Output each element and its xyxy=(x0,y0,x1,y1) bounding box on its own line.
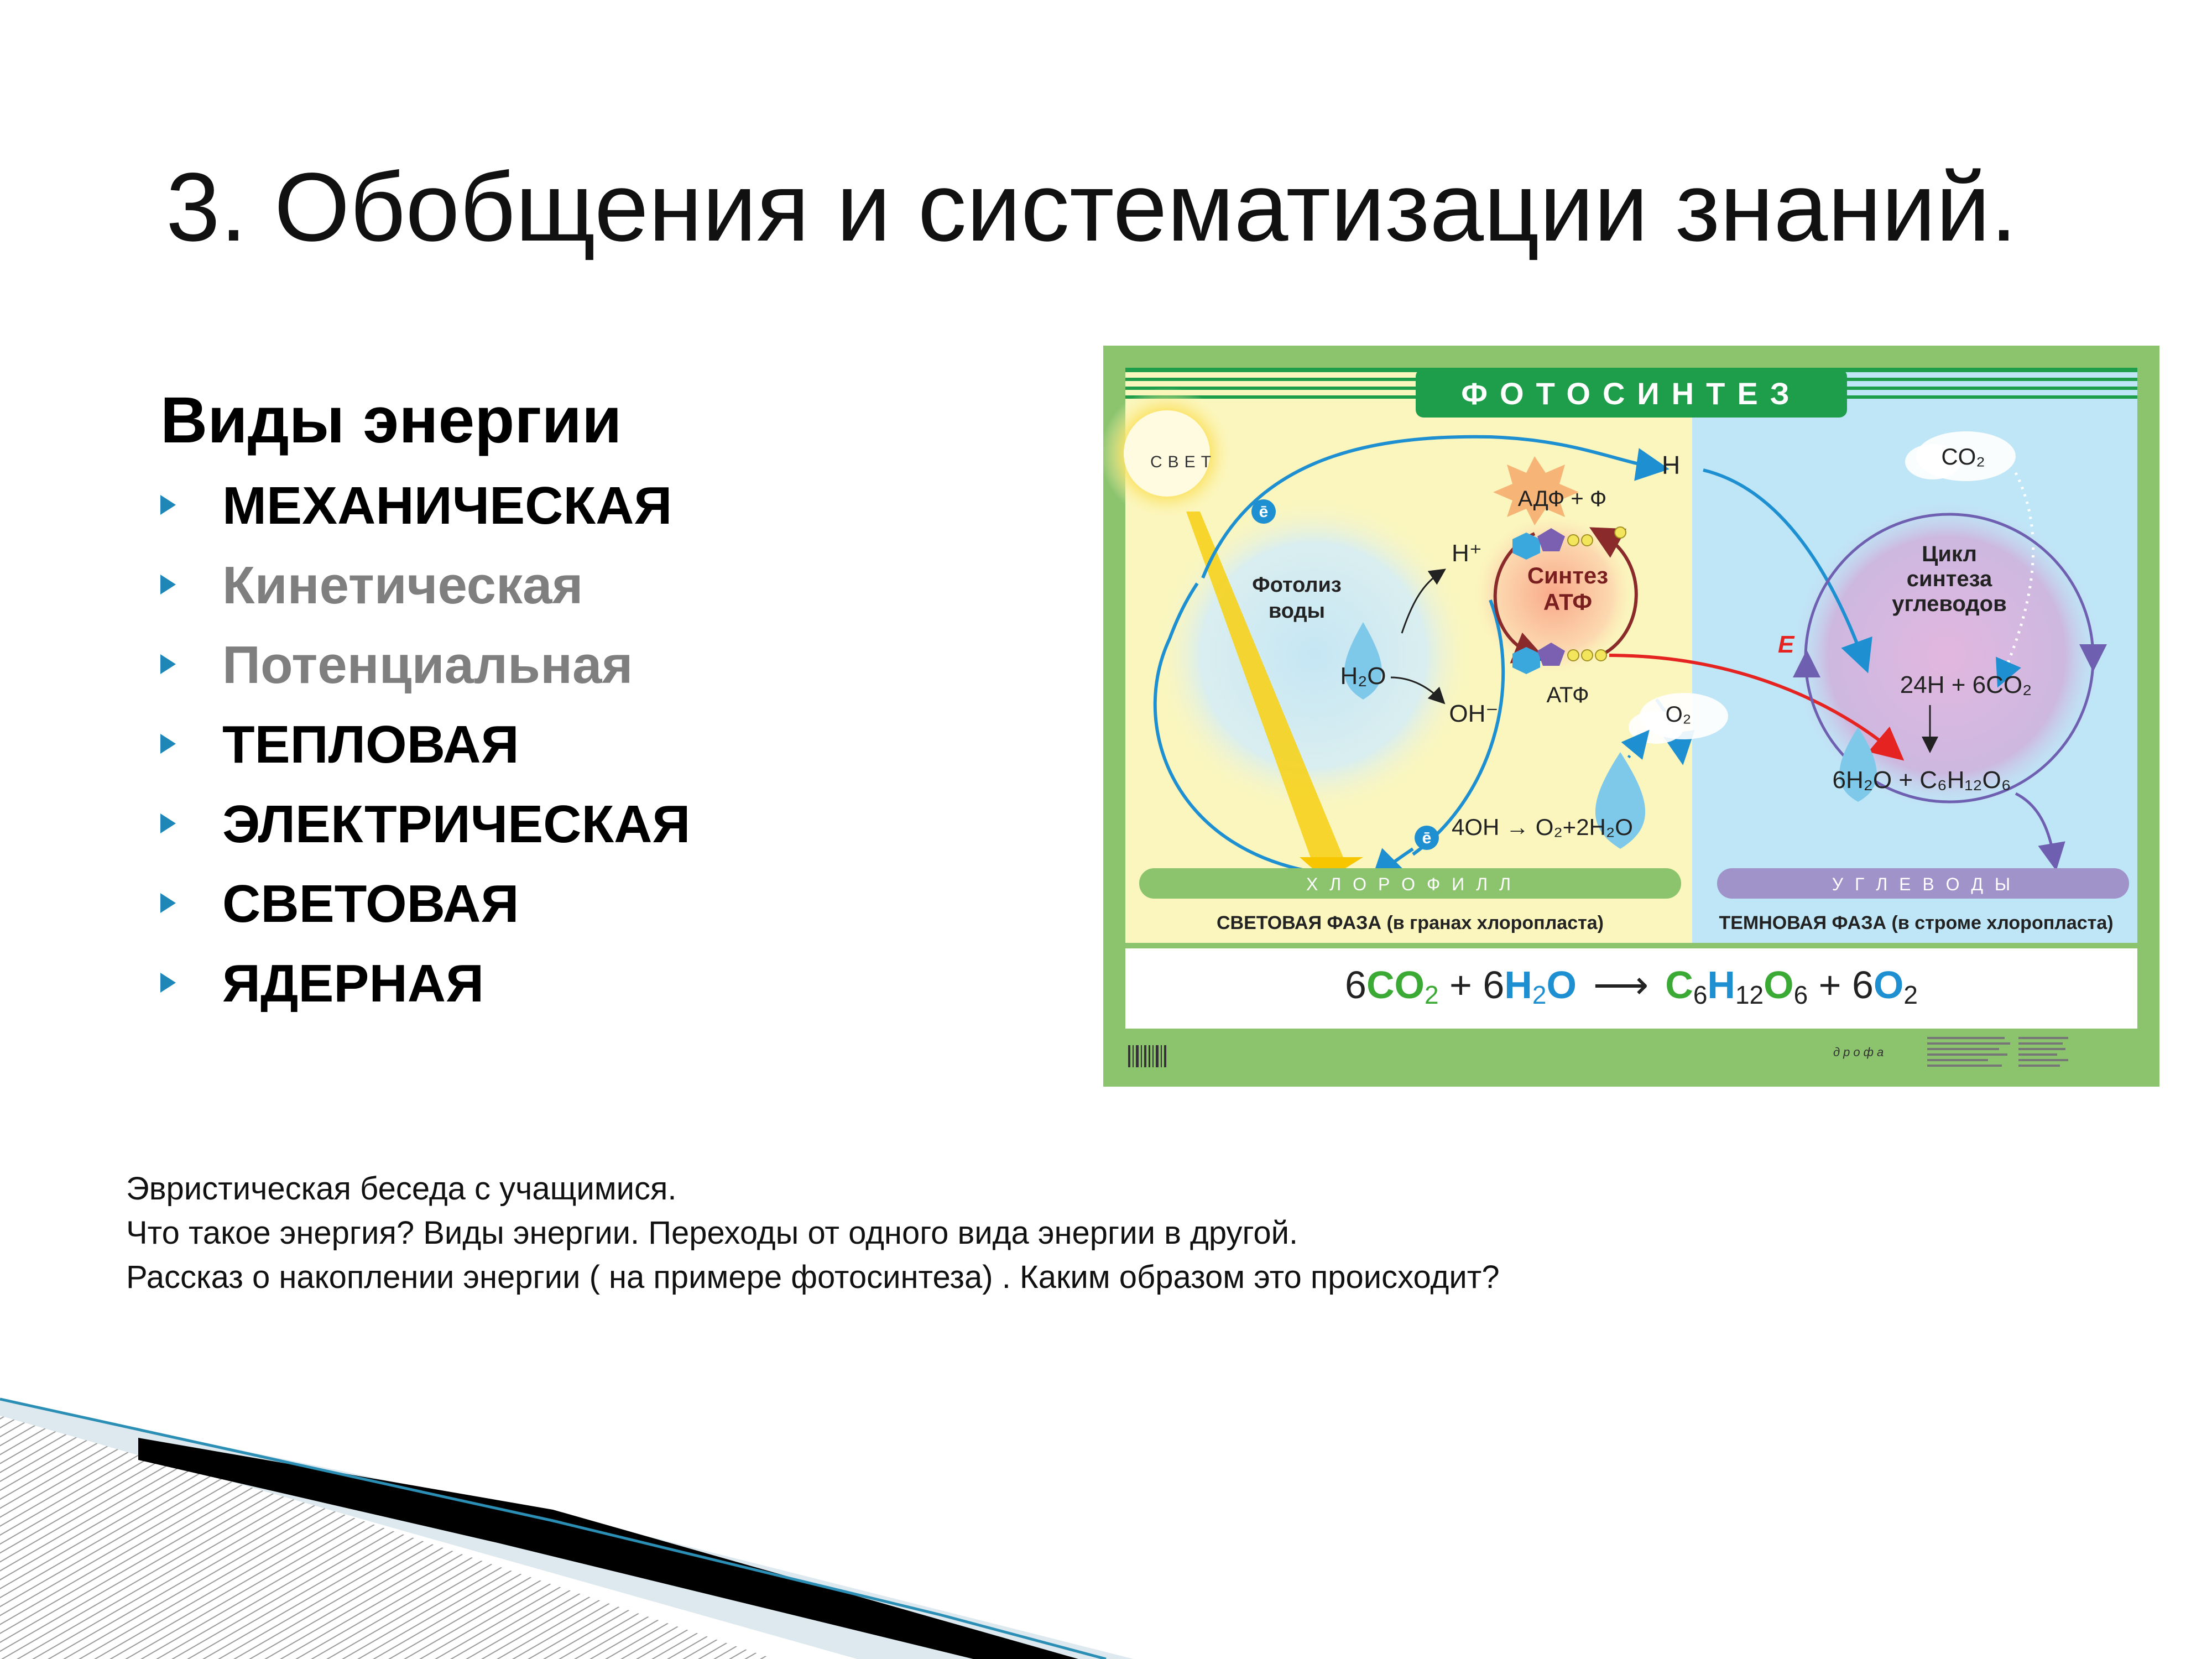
h2o-label: H₂O xyxy=(1340,662,1386,690)
light-phase-label: СВЕТОВАЯ ФАЗА (в гранах хлоропласта) xyxy=(1217,912,1604,933)
svg-text:ē: ē xyxy=(1259,503,1269,521)
list-item xyxy=(160,552,690,632)
energy-label: E xyxy=(1778,631,1794,658)
bullet-arrow-icon xyxy=(160,893,176,913)
list-item xyxy=(160,632,690,712)
bullet-arrow-icon xyxy=(160,654,176,674)
cycle-output: 6H₂O + C₆H₁₂O₆ xyxy=(1832,766,2011,794)
atp-label: АТФ xyxy=(1546,683,1589,707)
carbohydrates-label: У Г Л Е В О Д Ы xyxy=(1832,874,2014,894)
list-item xyxy=(160,871,690,951)
dark-phase-label: ТЕМНОВАЯ ФАЗА (в строме хлоропласта) xyxy=(1719,912,2114,933)
light-reaction: 4OH → O₂+2H₂O xyxy=(1452,814,1633,840)
decorative-wave xyxy=(0,1383,2212,1659)
list-item-label: ТЕПЛОВАЯ xyxy=(222,715,519,774)
bullet-arrow-icon xyxy=(160,734,176,754)
co2-label: CO₂ xyxy=(1941,444,1985,469)
chlorophyll-label: Х Л О Р О Ф И Л Л xyxy=(1306,874,1514,894)
bullet-arrow-icon xyxy=(160,973,176,993)
bullet-arrow-icon xyxy=(160,495,176,515)
adp-label: АДФ + Ф xyxy=(1517,487,1607,511)
publisher-logo: дрофа xyxy=(1833,1045,1887,1059)
energy-types-list xyxy=(160,473,690,1030)
imprint-lines xyxy=(1927,1037,2068,1067)
bullet-arrow-icon xyxy=(160,813,176,833)
bullet-arrow-icon xyxy=(160,575,176,594)
cycle-label: Цикл xyxy=(1922,542,1977,566)
light-label: СВЕТ xyxy=(1150,453,1217,471)
energy-list-heading: Виды энергии xyxy=(160,384,622,457)
svg-text:воды: воды xyxy=(1268,599,1326,623)
svg-text:углеводов: углеводов xyxy=(1892,592,2007,616)
svg-text:ē: ē xyxy=(1422,829,1432,847)
photosynthesis-poster xyxy=(1103,346,2159,1087)
h-plus-label: H⁺ xyxy=(1452,540,1482,567)
list-item xyxy=(160,951,690,1030)
o2-label: O₂ xyxy=(1665,702,1692,727)
photolysis-label: Фотолиз xyxy=(1252,573,1342,597)
barcode-icon xyxy=(1128,1045,1166,1067)
speaker-notes xyxy=(126,1167,1500,1300)
list-item-label: МЕХАНИЧЕСКАЯ xyxy=(222,476,672,535)
list-item xyxy=(160,712,690,791)
list-item-label: Потенциальная xyxy=(222,635,633,695)
photosynthesis-equation: 6CO2 + 6H2O ⟶ C6H12O6 + 6O2 xyxy=(1345,963,1918,1009)
list-item-label: Кинетическая xyxy=(222,556,583,615)
atp-synthesis-label: Синтез xyxy=(1527,562,1609,588)
svg-text:АТФ: АТФ xyxy=(1543,589,1593,615)
list-item xyxy=(160,791,690,871)
list-item xyxy=(160,473,690,552)
list-item-label: ЯДЕРНАЯ xyxy=(222,954,484,1013)
svg-text:синтеза: синтеза xyxy=(1906,567,1992,591)
notes-line: Эвристическая беседа с учащимися. xyxy=(126,1171,677,1207)
list-item-label: ЭЛЕКТРИЧЕСКАЯ xyxy=(222,795,691,854)
oh-label: OH⁻ xyxy=(1449,700,1499,727)
notes-line: Что такое энергия? Виды энергии. Переходы от одного вида энергии в другой. xyxy=(126,1215,1298,1251)
notes-line: Рассказ о накоплении энергии ( на примере фотосинтеза) . Каким образом это происходит? xyxy=(126,1259,1500,1295)
h-label: H xyxy=(1662,451,1681,479)
poster-title: ФОТОСИНТЕЗ xyxy=(1461,376,1802,411)
slide-title: 3. Обобщения и систематизации знаний. xyxy=(166,153,2017,262)
cycle-input: 24H + 6CO₂ xyxy=(1900,671,2032,698)
list-item-label: СВЕТОВАЯ xyxy=(222,874,519,933)
